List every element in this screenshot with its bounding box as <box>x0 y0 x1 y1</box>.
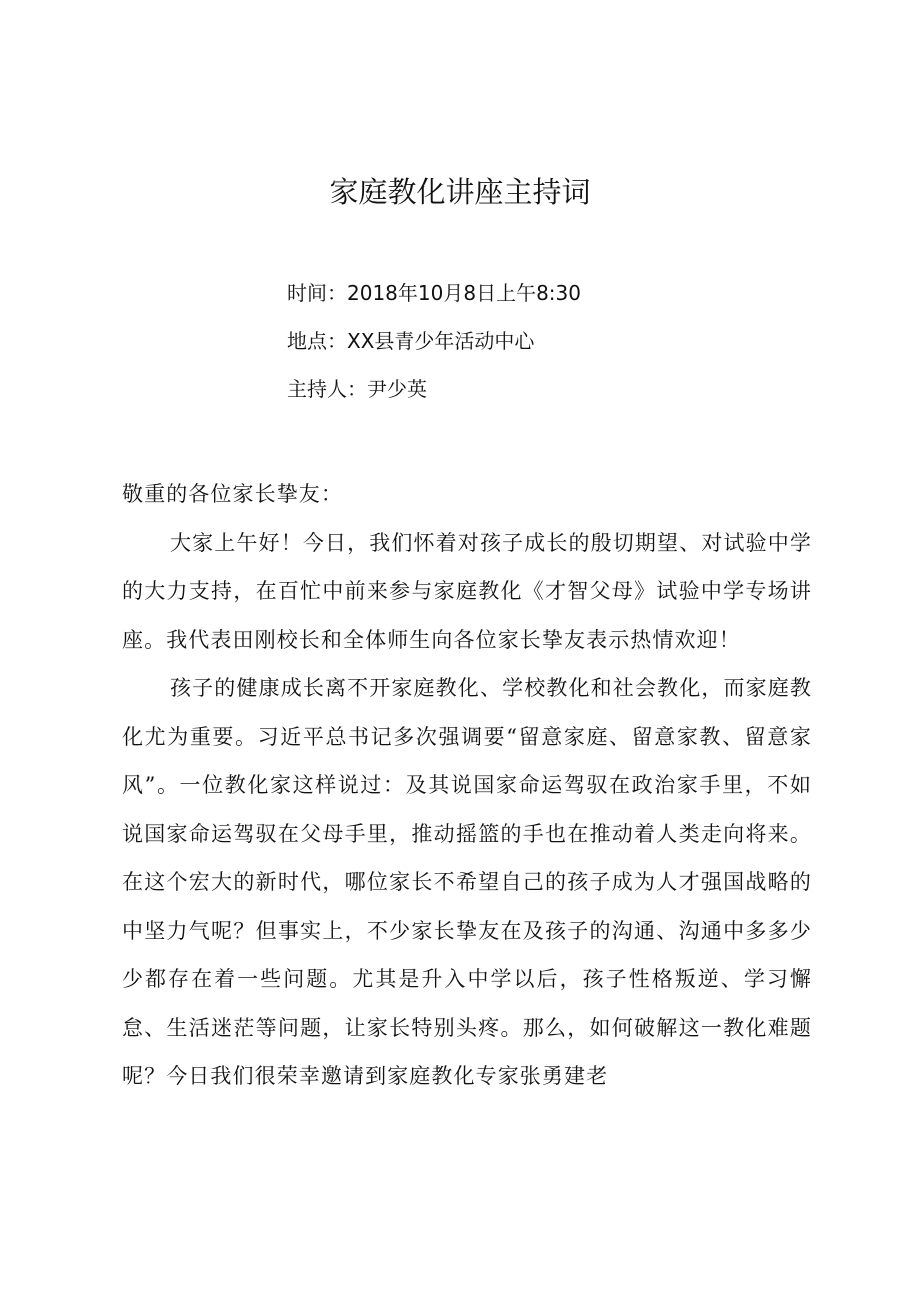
event-meta <box>287 278 737 422</box>
paragraph-family-education: 孩子的健康成长离不开家庭教化、学校教化和社会教化，而家庭教化尤为重要。习近平总书记多次强调要“留意家庭、留意家教、留意家风”。一位教化家这样说过：及其说国家命运驾驭在政治家手里，不如说国家命运驾驭在父母手里，推动摇篮的手也在推动着人类走向将来。在这个宏大的新时代，哪位家长不希望自己的孩子成为人才强国战略的中坚力气呢？但事实上，不少家长挚友在及孩子的沟通、沟通中多多少少都存在着一些问题。尤其是升入中学以后，孩子性格叛逆、学习懈怠、生活迷茫等问题，让家长特别头疼。那么，如何破解这一教化难题呢？今日我们很荣幸邀请到家庭教化专家张勇建老 <box>122 676 812 1088</box>
event-time: 时间：2018年10月8日上午8:30 <box>287 281 581 305</box>
paragraph-welcome: 大家上午好！今日，我们怀着对孩子成长的殷切期望、对试验中学的大力支持，在百忙中前来参与家庭教化《才智父母》试验中学专场讲座。我代表田刚校长和全体师生向各位家长挚友表示热情欢迎！ <box>122 530 812 652</box>
salutation: 敬重的各位家长挚友： <box>122 482 343 506</box>
document-title: 家庭教化讲座主持词 <box>329 175 591 209</box>
event-host: 主持人：尹少英 <box>287 377 427 401</box>
event-place: 地点：XX县青少年活动中心 <box>287 329 535 353</box>
document-body <box>122 470 812 1101</box>
